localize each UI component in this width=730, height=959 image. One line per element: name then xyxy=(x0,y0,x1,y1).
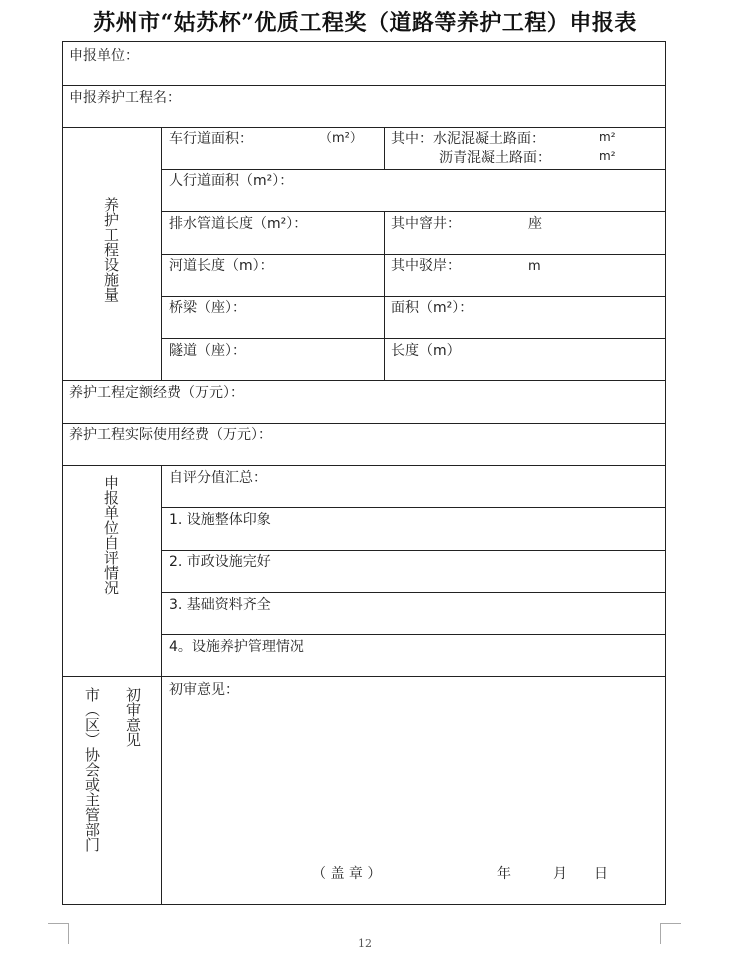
row-divider xyxy=(161,634,665,635)
row-divider xyxy=(63,423,665,424)
revetment-unit: m xyxy=(528,259,541,274)
carriageway-unit: （m²） xyxy=(319,131,363,146)
row-divider xyxy=(161,211,665,212)
column-divider xyxy=(161,127,162,380)
self-eval-section-label: 申报单位自评情况 xyxy=(102,475,120,595)
eval-item-3: 3. 基础资料齐全 xyxy=(169,597,271,613)
revetment-label: 其中驳岸： xyxy=(391,258,461,274)
preliminary-opinion-label: 初审意见： xyxy=(169,682,239,698)
asphalt-road-label: 沥青混凝土路面： xyxy=(439,150,551,166)
row-divider xyxy=(161,550,665,551)
river-length-label: 河道长度（m）： xyxy=(169,258,274,274)
eval-item-1: 1. 设施整体印象 xyxy=(169,512,271,528)
row-divider xyxy=(161,592,665,593)
day-label: 日 xyxy=(594,866,608,882)
application-form-table xyxy=(62,41,666,905)
tunnel-length-label: 长度（m） xyxy=(391,343,461,359)
column-divider xyxy=(384,127,385,169)
cement-road-label: 其中：水泥混凝土路面： xyxy=(391,131,545,147)
year-label: 年 xyxy=(497,866,511,882)
month-label: 月 xyxy=(553,866,567,882)
row-divider xyxy=(161,338,665,339)
project-name-label: 申报养护工程名： xyxy=(69,90,181,106)
score-summary-label: 自评分值汇总： xyxy=(169,470,267,486)
eval-item-4: 4。设施养护管理情况 xyxy=(169,639,304,655)
carriageway-area-label: 车行道面积： xyxy=(169,131,253,147)
bridge-label: 桥梁（座）： xyxy=(169,300,246,316)
row-divider xyxy=(63,380,665,381)
cement-road-unit: m² xyxy=(599,130,616,144)
manhole-unit: 座 xyxy=(528,216,542,232)
row-divider xyxy=(63,465,665,466)
page-number: 12 xyxy=(358,937,372,950)
sidewalk-area-label: 人行道面积（m²）： xyxy=(169,173,294,189)
row-divider xyxy=(161,169,665,170)
row-divider xyxy=(63,676,665,677)
drainage-length-label: 排水管道长度（m²）： xyxy=(169,216,308,232)
tunnel-label: 隧道（座）： xyxy=(169,343,246,359)
column-divider xyxy=(384,211,385,380)
manhole-label: 其中窨井： xyxy=(391,216,461,232)
bridge-area-label: 面积（m²）： xyxy=(391,300,474,316)
row-divider xyxy=(161,296,665,297)
association-section-label: 市（区）协会或主管部门 xyxy=(83,687,101,852)
quota-fee-label: 养护工程定额经费（万元）： xyxy=(69,385,244,401)
row-divider xyxy=(161,254,665,255)
asphalt-road-unit: m² xyxy=(599,149,616,163)
seal-label: （ 盖 章 ） xyxy=(312,866,382,882)
preliminary-section-label: 初审意见 xyxy=(124,687,142,747)
row-divider xyxy=(63,127,665,128)
form-title: 苏州市“姑苏杯”优质工程奖（道路等养护工程）申报表 xyxy=(93,10,637,36)
eval-item-2: 2. 市政设施完好 xyxy=(169,554,271,570)
unit-label: 申报单位： xyxy=(69,48,139,64)
facility-section-label: 养护工程设施量 xyxy=(102,197,120,302)
row-divider xyxy=(63,85,665,86)
column-divider xyxy=(161,465,162,904)
row-divider xyxy=(161,507,665,508)
actual-fee-label: 养护工程实际使用经费（万元）： xyxy=(69,427,272,443)
